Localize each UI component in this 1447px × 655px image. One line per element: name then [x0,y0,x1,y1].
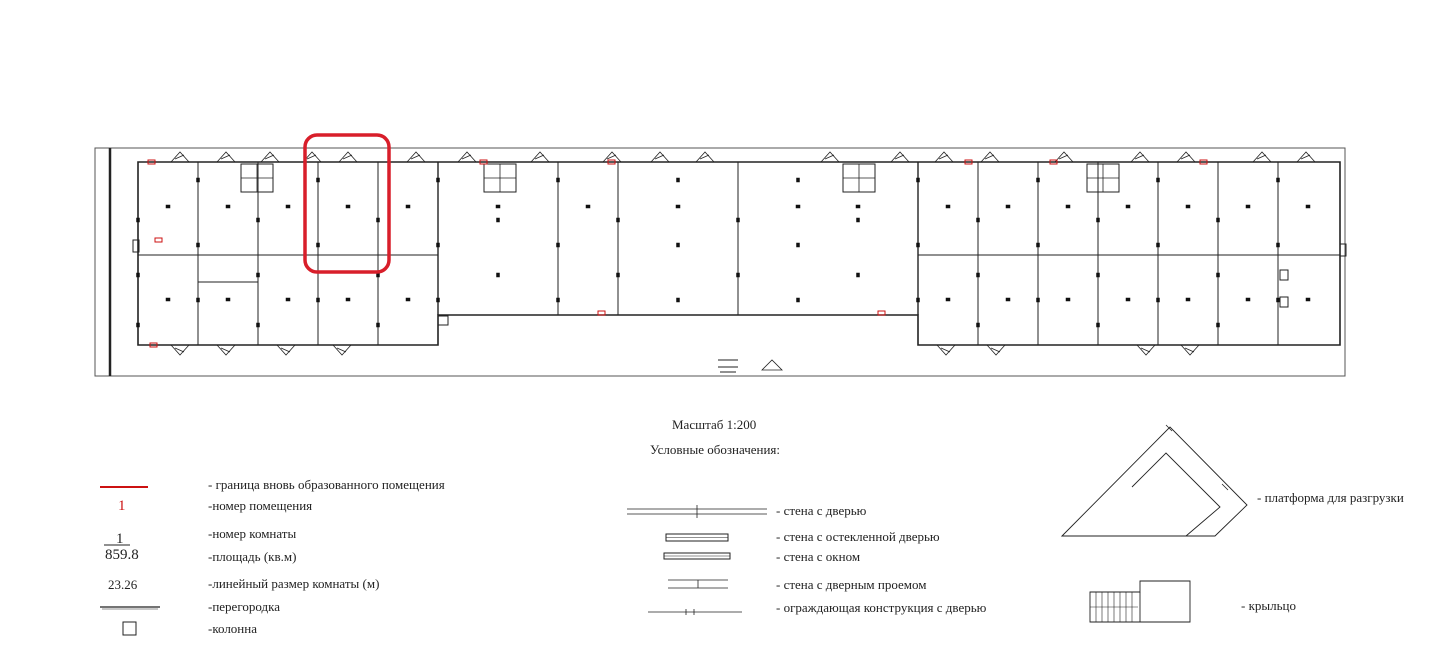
room-label-mark [676,205,680,208]
legend-room-number-text: -номер помещения [208,498,313,513]
loading-platform [171,345,189,355]
room-label-mark [286,205,290,208]
column-mark [1217,218,1220,222]
legend-platform-symbol [1062,427,1247,536]
legend-platform-text: - платформа для разгрузки [1257,490,1404,505]
porch-marker [762,360,782,370]
legend-partition-text: -перегородка [208,599,280,614]
loading-platform [981,152,999,162]
column-mark [1097,323,1100,327]
room-label-mark [946,298,950,301]
room-label-mark [1006,298,1010,301]
legend-platform-symbol [1132,453,1220,536]
column-mark [377,218,380,222]
column-mark [1037,298,1040,302]
column-mark [197,178,200,182]
room-label-mark [496,205,500,208]
scale-label: Масштаб 1:200 [672,417,757,432]
room-label-mark [1066,298,1070,301]
column-mark [437,298,440,302]
column-mark [917,298,920,302]
loading-platform [1055,152,1073,162]
room-label-mark [1186,205,1190,208]
column-mark [977,323,980,327]
room-label-mark [166,205,170,208]
room-label-mark [856,205,860,208]
legend-dimension-symbol: 23.26 [108,577,138,592]
legend-wall-opening-text: - стена с дверным проемом [776,577,927,592]
room-label-mark [1006,205,1010,208]
column-mark [617,273,620,277]
column-mark [857,273,860,277]
column-mark [197,298,200,302]
column-mark [797,243,800,247]
wing-annex [438,316,448,325]
column-mark [1097,273,1100,277]
loading-platform [458,152,476,162]
loading-platform [261,152,279,162]
loading-platform [1253,152,1271,162]
column-mark [617,218,620,222]
column-mark [377,323,380,327]
column-mark [857,218,860,222]
column-mark [917,243,920,247]
column-mark [1217,323,1220,327]
column-mark [677,298,680,302]
legend-area-text: -площадь (кв.м) [208,549,297,564]
column-mark [677,243,680,247]
loading-platform [531,152,549,162]
loading-platform [407,152,425,162]
legend-title: Условные обозначения: [650,442,781,457]
wing-annex [1280,270,1288,280]
column-mark [1277,243,1280,247]
loading-platform [277,345,295,355]
boundary-mark [155,238,162,242]
loading-platform [339,152,357,162]
room-label-mark [226,298,230,301]
room-label-mark [586,205,590,208]
column-mark [1277,298,1280,302]
loading-platform [696,152,714,162]
loading-platform [1297,152,1315,162]
legend-room-number-symbol: 1 [118,498,126,514]
column-mark [497,218,500,222]
legend-wall-door-text: - стена с дверью [776,503,867,518]
room-label-mark [1246,205,1250,208]
column-mark [137,323,140,327]
loading-platform [935,152,953,162]
column-mark [1157,178,1160,182]
loading-platform [891,152,909,162]
legend-porch-text: - крыльцо [1241,598,1297,613]
column-mark [437,243,440,247]
column-mark [1157,243,1160,247]
column-mark [557,298,560,302]
room-label-mark [1126,205,1130,208]
loading-platform [651,152,669,162]
room-label-mark [1306,205,1310,208]
room-label-mark [1186,298,1190,301]
room-label-mark [1126,298,1130,301]
column-mark [737,218,740,222]
loading-platform [1137,345,1155,355]
column-mark [677,178,680,182]
column-mark [977,218,980,222]
room-label-mark [406,298,410,301]
loading-platform [937,345,955,355]
room-label-mark [406,205,410,208]
column-mark [737,273,740,277]
legend-boundary-text: - граница вновь образованного помещения [208,477,445,492]
room-label-mark [166,298,170,301]
column-mark [557,243,560,247]
column-mark [797,298,800,302]
wing-annex [1280,297,1288,307]
loading-platform [1177,152,1195,162]
column-mark [137,273,140,277]
loading-platform [333,345,351,355]
loading-platform [217,345,235,355]
column-mark [557,178,560,182]
column-mark [1157,298,1160,302]
legend-wall-window-text: - стена с окном [776,549,861,564]
room-label-mark [226,205,230,208]
loading-platform [217,152,235,162]
column-mark [1037,243,1040,247]
column-mark [1277,178,1280,182]
legend-fence-door-text: - ограждающая конструкция с дверью [776,600,987,615]
column-mark [977,273,980,277]
column-mark [1217,273,1220,277]
column-mark [317,298,320,302]
column-mark [257,218,260,222]
column-mark [497,273,500,277]
room-label-mark [1306,298,1310,301]
column-mark [917,178,920,182]
room-label-mark [796,205,800,208]
loading-platform [987,345,1005,355]
loading-platform [171,152,189,162]
room-label-mark [1066,205,1070,208]
loading-platform [1131,152,1149,162]
column-mark [257,323,260,327]
column-mark [197,243,200,247]
room-label-mark [346,205,350,208]
room-label-mark [1246,298,1250,301]
column-mark [137,218,140,222]
column-mark [317,178,320,182]
legend-area-symbol: 859.8 [105,547,139,563]
loading-platform [821,152,839,162]
legend-column-text: -колонна [208,621,257,636]
column-mark [317,243,320,247]
legend-chamber-number-symbol: 1 [116,531,124,547]
legend-column-symbol [123,622,136,635]
column-mark [257,273,260,277]
loading-platform [1181,345,1199,355]
legend-chamber-number-text: -номер комнаты [208,526,297,541]
column-mark [1037,178,1040,182]
room-label-mark [286,298,290,301]
column-mark [1097,218,1100,222]
column-mark [797,178,800,182]
legend-wall-glass-door-text: - стена с остекленной дверью [776,529,940,544]
legend-dimension-text: -линейный размер комнаты (м) [208,576,380,591]
room-label-mark [946,205,950,208]
column-mark [437,178,440,182]
room-label-mark [346,298,350,301]
